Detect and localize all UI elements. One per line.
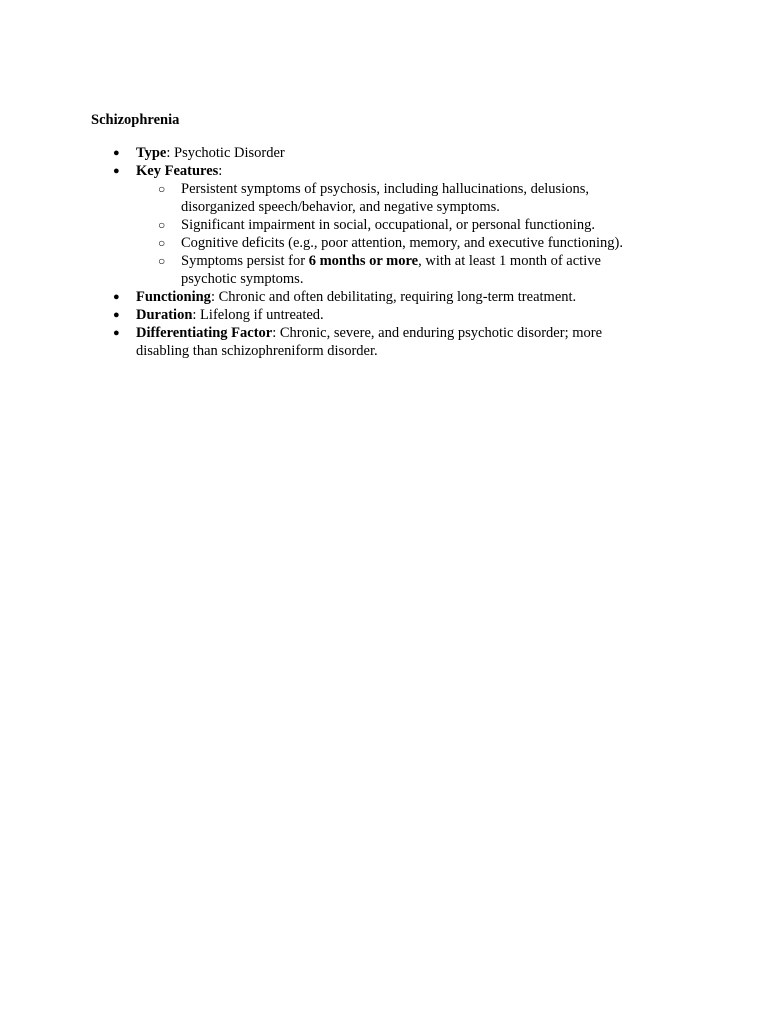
sub-item-text: Significant impairment in social, occupational, or personal functioning.	[181, 217, 595, 233]
bullet-icon: ●	[113, 291, 120, 303]
list-item-differentiating-factor	[91, 324, 626, 360]
sub-bullet-list	[136, 180, 691, 288]
bullet-icon: ●	[113, 147, 120, 159]
sub-item-text-bold: 6 months or more	[308, 253, 419, 269]
sub-list-item	[136, 180, 651, 216]
item-text: : Chronic and often debilitating, requiring long-term treatment.	[210, 289, 577, 305]
document-body	[91, 110, 691, 360]
bullet-icon: ●	[113, 327, 120, 339]
sub-item-text-post: , with at least 1 month of active psychotic symptoms.	[181, 253, 601, 287]
sub-list-item	[136, 252, 651, 288]
item-label: Functioning	[136, 289, 211, 305]
item-text: : Chronic, severe, and enduring psychotic disorder; more disabling than schizophreniform disorder.	[136, 325, 603, 359]
list-item-type	[91, 144, 691, 162]
item-text: : Lifelong if untreated.	[192, 307, 324, 323]
bullet-icon: ●	[113, 165, 120, 177]
sub-list-item	[136, 234, 651, 252]
hollow-bullet-icon: ○	[158, 254, 166, 268]
list-item-functioning	[91, 288, 691, 306]
item-label: Key Features	[136, 163, 219, 179]
item-label: Type	[136, 145, 167, 161]
hollow-bullet-icon: ○	[158, 236, 166, 250]
sub-item-text-pre: Symptoms persist for	[181, 253, 309, 269]
list-item-key-features	[91, 162, 691, 288]
sub-item-text: Persistent symptoms of psychosis, including hallucinations, delusions, disorganized speech/behavior, and negative symptoms.	[181, 181, 589, 215]
main-bullet-list	[91, 144, 691, 360]
item-text: : Psychotic Disorder	[166, 145, 285, 161]
item-label: Duration	[136, 307, 193, 323]
hollow-bullet-icon: ○	[158, 218, 166, 232]
sub-item-text: Cognitive deficits (e.g., poor attention, memory, and executive functioning).	[181, 235, 623, 251]
item-label: Differentiating Factor	[136, 325, 273, 341]
sub-list-item	[136, 216, 651, 234]
hollow-bullet-icon: ○	[158, 182, 166, 196]
document-title: Schizophrenia	[91, 112, 180, 128]
bullet-icon: ●	[113, 309, 120, 321]
list-item-duration	[91, 306, 691, 324]
item-text: :	[218, 163, 223, 179]
